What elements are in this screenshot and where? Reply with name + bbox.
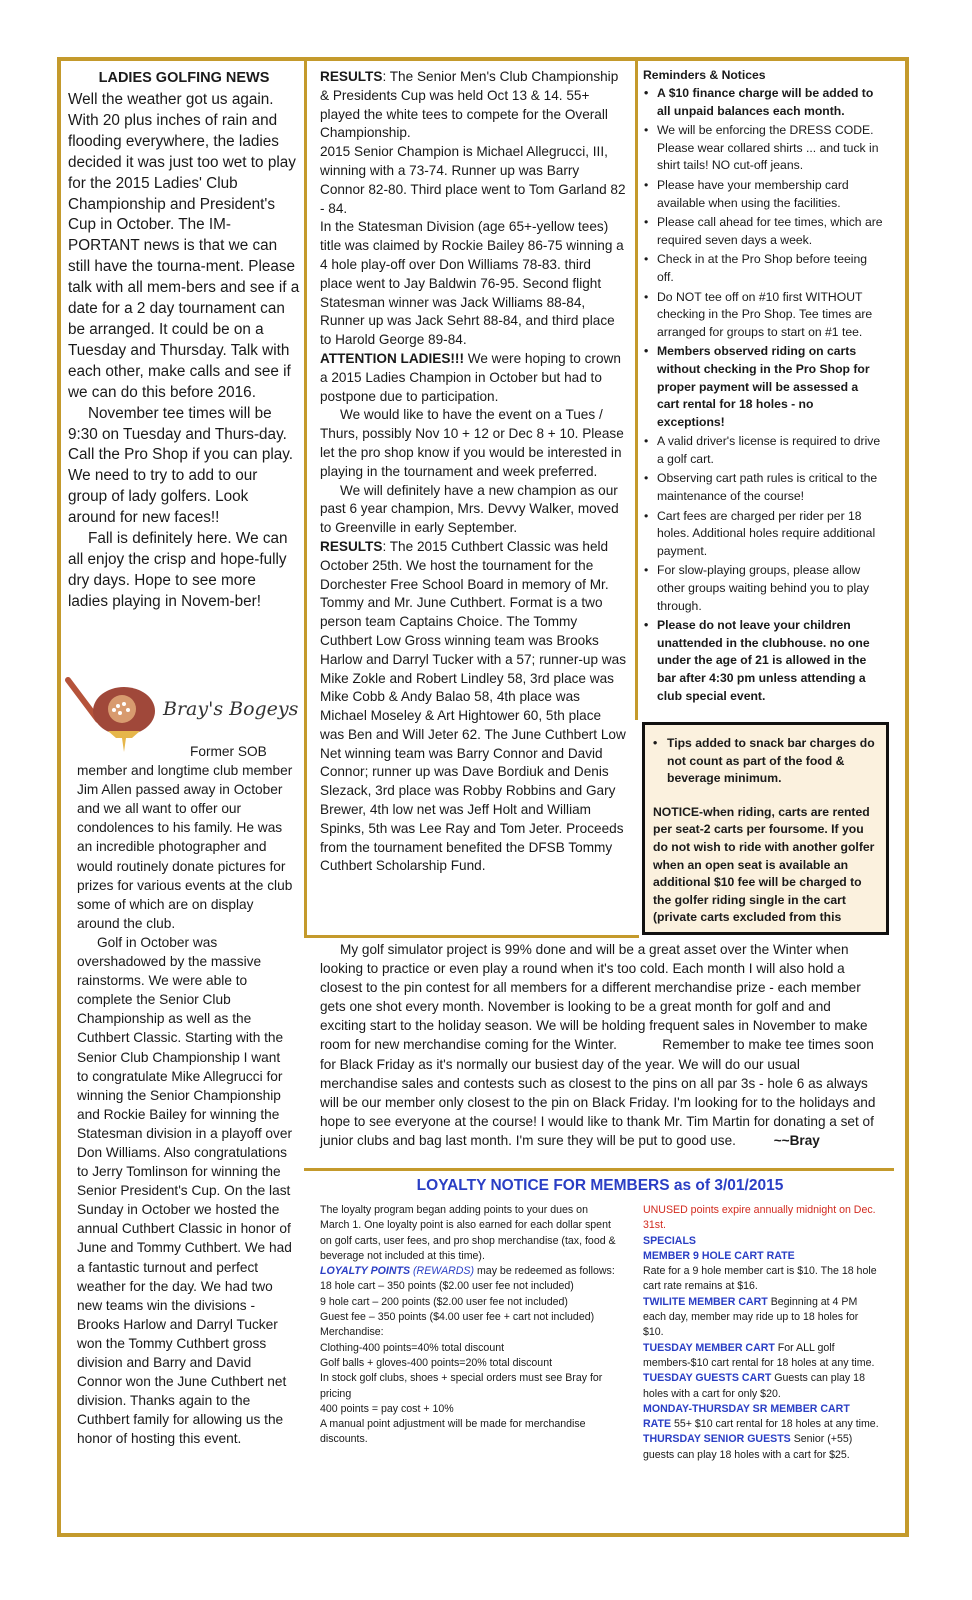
special-thursday-senior-label: THURSDAY SENIOR GUESTS	[643, 1433, 791, 1446]
tips-notice: • Tips added to snack bar charges do not count as part of the food & beverage minimum.	[653, 735, 878, 788]
simulator-text-1: My golf simulator project is 99% done and will be a great asset over the Winter when looking to practice or even play a round when it's too cold. Each month I will also hold a closest to the pin contest for all members for a different merchandise prize - each member gets one shot every month. November is looking to be a great month for golf and and exciting start to the holiday season. We will be holding frequent sales in November to make room for new merchandise coming for the Winter.	[320, 942, 868, 1053]
special-twilite-text: Beginning at 4 PM each day, member may ride up to 18 holes for $10.	[643, 1295, 859, 1339]
special-mon-thu-sr-text: 55+ $10 cart rental for 18 holes at any time.	[671, 1418, 879, 1431]
points-expire-notice: UNUSED points expire annually midnight on Dec. 31st.	[643, 1204, 876, 1232]
special-twilite-label: TWILITE MEMBER CART	[643, 1295, 768, 1308]
loyalty-intro: The loyalty program began adding points to your dues on March 1. One loyalty point is also earned for each dollar spent on golf carts, user fees, and pro shop merchandise (tax, food & beverage not included at this time).	[320, 1204, 616, 1262]
reminder-item: • A valid driver's license is required to drive a golf cart.	[643, 433, 883, 468]
simulator-text-2: Remember to make tee times soon for Black Friday as it's normally our busiest day of the year. We will do our usual merchandise sales and contests such as closest to the pins on all par 3s - hole 6 as always will be our member only closest to the pin on Black Friday. I'm looking for to the holidays and hope to see everyone at the course! I would like to thank Mr. Tim Martin for donating a set of junior clubs and bag last month. I'm sure they will be put to good use.	[320, 1037, 876, 1148]
ladies-section	[68, 68, 300, 613]
reminder-item: • Please do not leave your children unattended in the clubhouse. no one under the age of 21 is allowed in the bar after 4:30 pm unless attending a club special event.	[643, 617, 883, 705]
mid-bottom-rule	[304, 935, 639, 938]
loyalty-points-line	[320, 1264, 620, 1279]
special-tuesday-member	[643, 1341, 879, 1372]
loyalty-rewards-label: (REWARDS)	[413, 1265, 475, 1278]
loyalty-program-details	[320, 1203, 620, 1448]
reminders-list	[643, 85, 883, 705]
column-divider-left	[304, 60, 307, 938]
results-text-6: : The 2015 Cuthbert Classic was held October 25th. We host the tournament for the Dorchester Free School Board in memory of Mr. Tommy and Mr. June Cuthbert. Format is a two person team Captains Choice. The Tommy Cuthbert Low Gross winning team was Brooks Harlow and Darryl Tucker with a 57; runner-up was Mike Zokle and Robert Lindley 58, 3rd place was Mike Cobb & Andy Balao 58, 4th place was Michael Moseley & Art Hightower 60, 5th place was Ben and Will Jeter 62. The June Cuthbert Low Net winning team was Barry Connor and David Connor; runner up was Dave Bordiuk and Denis Slezack, 3rd place was Robby Robbins and Gary Brewer, 4th low net was Jeff Holt and William Spinks, 5th was Lee Ray and Tom Jeter. Proceeds from the tournament benefited the DFSB Tommy Cuthbert Scholarship Fund.	[320, 538, 626, 874]
attention-ladies-label: ATTENTION LADIES!!!	[320, 350, 464, 366]
specials-label: SPECIALS	[643, 1234, 696, 1247]
results-paragraph-5: We will definitely have a new champion as our past 6 year champion, Mrs. Devvy Walker, moved to Greenville in early September.	[320, 482, 619, 536]
loyalty-redemption-line: 400 points = pay cost + 10%	[320, 1402, 454, 1415]
attention-ladies-paragraph	[320, 350, 627, 406]
special-tuesday-guests	[643, 1371, 879, 1402]
column-divider-right	[635, 60, 638, 720]
reminder-item: • For slow-playing groups, please allow other groups waiting behind you to play through.	[643, 562, 883, 615]
ladies-title: LADIES GOLFING NEWS	[98, 70, 270, 86]
special-twilite	[643, 1295, 879, 1341]
reminder-item: • Please have your membership card available when using the facilities.	[643, 177, 883, 212]
results-section	[320, 68, 627, 876]
brays-paragraph-1: Former SOB member and longtime club member Jim Allen passed away in October and we all want to offer our condolences to his family. He was an incredible photographer and would routinely donate pictures for prizes for various events at the club some of which are on display around the club.	[77, 744, 293, 931]
bray-signature: ~~Bray	[773, 1132, 820, 1148]
loyalty-title: LOYALTY NOTICE FOR MEMBERS as of 3/01/2015	[416, 1177, 784, 1194]
ladies-paragraph-2: November tee times will be 9:30 on Tuesday and Thurs-day. Call the Pro Shop if you can play. We need to try to add to our group of lady golfers. Look around for new faces!!	[68, 404, 294, 527]
results-paragraph-3: In the Statesman Division (age 65+-yellow tees) title was claimed by Rockie Bailey 86-75 winning a 4 hole play-off over Don Williams 78-83. third place went to Jay Baldwin 76-95. Second flight Statesman winner was Jack Williams 88-84, Runner up was Jack Sehrt 88-84, and third place to Harold George 89-84.	[320, 219, 624, 348]
loyalty-points-text: may be redeemed as follows:	[474, 1265, 615, 1278]
results-paragraph-6	[320, 538, 627, 876]
brays-column	[77, 742, 293, 1448]
ladies-paragraph-3: Fall is definitely here. We can all enjoy the crisp and hope-fully dry days. Hope to see more ladies playing in Novem-ber!	[68, 530, 288, 610]
reminders-section	[643, 68, 883, 707]
results-text-1: : The Senior Men's Club Championship & Presidents Cup was held Oct 13 & 14. 55+ played the white tees to compete for the Overall Championship.	[320, 69, 619, 141]
results-paragraph-1	[320, 68, 627, 143]
reminder-item: • Do NOT tee off on #10 first WITHOUT checking in the Pro Shop. Tee times are arranged for groups to start on #1 tee.	[643, 289, 883, 342]
reminder-item: • Cart fees are charged per rider per 18 holes. Additional holes require additional payment.	[643, 508, 883, 561]
notice-box	[642, 722, 889, 935]
reminder-item: • We will be enforcing the DRESS CODE. Please wear collared shirts ... and tuck in shirt tails! NO cut-off jeans.	[643, 122, 883, 175]
special-tuesday-member-label: TUESDAY MEMBER CART	[643, 1341, 775, 1354]
special-thursday-senior-text: Senior (+55) guests can play 18 holes with a cart for $25.	[643, 1433, 853, 1461]
special-9-hole-text: Rate for a 9 hole member cart is $10. The 18 hole cart rate remains at $16.	[643, 1265, 877, 1293]
loyalty-redemption-line: Guest fee – 350 points ($4.00 user fee + cart not included)	[320, 1311, 595, 1324]
loyalty-points-label: LOYALTY POINTS	[320, 1265, 411, 1278]
ladies-paragraph-1: Well the weather got us again. With 20 plus inches of rain and flooding everywhere, the ladies decided it was just too wet to play for the 2015 Ladies' Club Championship and President's Cup in October. The IM-PORTANT news is that we can still have the tourna-ment. Please talk with all mem-bers and see if a date for a 2 day tournament can be arranged. It could be on a Tuesday and Thursday. Talk with each other, make calls and see if we can do this before 2016.	[68, 91, 300, 401]
results-label-1: RESULTS	[320, 69, 383, 84]
loyalty-redemption-line: A manual point adjustment will be made for merchandise discounts.	[320, 1418, 586, 1446]
loyalty-redemption-line: 9 hole cart – 200 points ($2.00 user fee not included)	[320, 1295, 568, 1308]
special-tuesday-guests-text: Guests can play 18 holes with a cart for only $20.	[643, 1372, 865, 1400]
reminder-item: • Members observed riding on carts without checking in the Pro Shop for proper payment will be assessed a cart rental for 18 holes - no exceptions!	[643, 343, 883, 431]
special-mon-thu-sr-label: MONDAY-THURSDAY SR MEMBER CART RATE	[643, 1402, 850, 1431]
results-paragraph-2: 2015 Senior Champion is Michael Allegrucci, III, winning with a 73-74. Runner up was Barry Connor 82-80. Third place went to Tom Garland 82 - 84.	[320, 144, 626, 216]
loyalty-redemption-list	[320, 1279, 620, 1447]
attention-ladies-text: We were hoping to crown a 2015 Ladies Champion in October but had to postpone due to participation.	[320, 350, 621, 404]
reminder-item: • Please call ahead for tee times, which are required seven days a week.	[643, 214, 883, 249]
special-thursday-senior	[643, 1432, 879, 1463]
loyalty-redemption-line: Golf balls + gloves-400 points=20% total discount	[320, 1356, 553, 1369]
simulator-section	[320, 940, 880, 1150]
reminder-item: • Observing cart path rules is critical to the maintenance of the course!	[643, 470, 883, 505]
reminders-title: Reminders & Notices	[643, 68, 766, 82]
brays-title: Bray's Bogeys	[163, 698, 299, 720]
results-label-2: RESULTS	[320, 538, 383, 554]
loyalty-redemption-line: Clothing-400 points=40% total discount	[320, 1341, 505, 1354]
loyalty-redemption-line: Merchandise:	[320, 1326, 384, 1339]
brays-paragraph-2: Golf in October was overshadowed by the massive rainstorms. We were able to complete the Senior Club Championship as well as the Cuthbert Classic. Starting with the Senior Club Championship I want to congratulate Mike Allegrucci for winning the Senior Championship and Rockie Bailey for winning the Statesman division in a playoff over Don Williams. Also congratulations to Jerry Tomlinson for winning the Senior President's Cup. On the last Sunday in October we hosted the annual Cuthbert Classic in honor of June and Tommy Cuthbert. We had a fantastic turnout and perfect weather for the day. We had two new teams win the divisions - Brooks Harlow and Darryl Tucker won the Tommy Cuthbert gross division and Barry and David Connor won the June Cuthbert net division. Thanks again to the Cuthbert family for allowing us the honor of hosting this event.	[77, 934, 293, 1447]
loyalty-top-rule	[304, 1168, 894, 1171]
special-tuesday-member-text: For ALL golf members-$10 cart rental for 18 holes at any time.	[643, 1341, 875, 1369]
reminder-item: • Check in at the Pro Shop before teeing off.	[643, 251, 883, 286]
cart-rental-notice: NOTICE-when riding, carts are rented per seat-2 carts per foursome. If you do not wish to ride with another golfer when an open seat is available an additional $10 fee will be charged to the golfer riding single in the cart (private carts excluded from this	[653, 804, 875, 925]
results-paragraph-4: We would like to have the event on a Tues / Thurs, possibly Nov 10 + 12 or Dec 8 + 10. Please let the pro shop know if you would be interested in playing in the tournament and week preferred.	[320, 407, 624, 479]
reminder-item: • A $10 finance charge will be added to all unpaid balances each month.	[643, 85, 883, 120]
special-tuesday-guests-label: TUESDAY GUESTS CART	[643, 1372, 772, 1385]
simulator-paragraph	[320, 940, 880, 1150]
special-mon-thu-sr	[643, 1402, 879, 1433]
special-9-hole-label: MEMBER 9 HOLE CART RATE	[643, 1249, 795, 1262]
loyalty-redemption-line: In stock golf clubs, shoes + special orders must see Bray for pricing	[320, 1372, 603, 1400]
loyalty-redemption-line: 18 hole cart – 350 points ($2.00 user fee not included)	[320, 1280, 574, 1293]
loyalty-specials	[643, 1203, 879, 1463]
